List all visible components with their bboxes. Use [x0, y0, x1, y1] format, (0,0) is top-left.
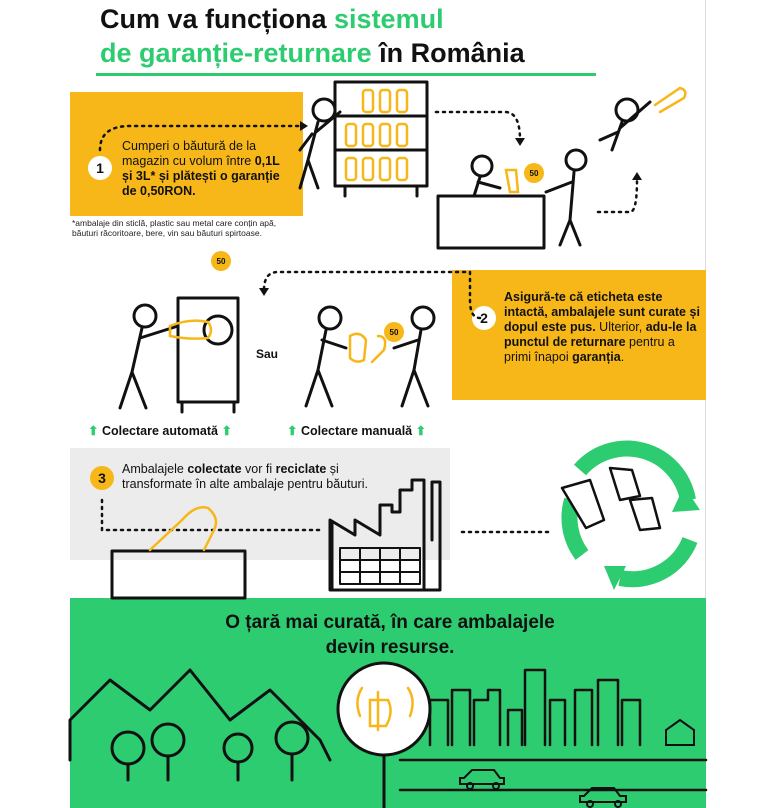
step1-number: 1 [88, 156, 112, 180]
step1-text-bold: 0,1L și 3L* și plătești o garanție de 0,50RON. [122, 154, 280, 198]
step1-text-plain: Cumperi o băutură de la magazin cu volum între [122, 139, 257, 168]
title-line1-green: sistemul [334, 4, 444, 34]
step3-number: 3 [90, 466, 114, 490]
title-line2-green: de garanție-returnare [100, 38, 372, 68]
coin-label: 50 [216, 257, 226, 266]
step2-end: . [620, 350, 625, 364]
coin-label: 50 [389, 328, 399, 337]
manual-collection-text: Colectare manuală [300, 424, 413, 438]
coin-icons [211, 163, 544, 342]
arrow-up-icon: ⬆ [88, 424, 99, 438]
coin-label: 50 [529, 169, 539, 178]
step2-plain1: Ulterior, [599, 320, 646, 334]
step2-bold1: Asigură-te că eticheta este intactă, ambalajele sunt curate și dopul este pus. [504, 290, 700, 334]
arrow-up-icon: ⬆ [287, 424, 298, 438]
step2-bold2: adu-le la punctul de returnare [504, 320, 697, 349]
step3-bold1: colectate [187, 462, 242, 476]
step3-plain1: Ambalajele [122, 462, 188, 476]
title-line2-plain: în România [371, 38, 525, 68]
arrow-up-icon: ⬆ [415, 424, 427, 438]
or-label: Sau [256, 347, 279, 361]
title-line1-plain: Cum va funcționa [100, 4, 335, 34]
step2-plain2: pentru a primi înapoi [504, 335, 675, 364]
slogan-text: O țară mai curată, în care ambalajele devin resurse. [225, 612, 555, 658]
step1-footnote: *ambalaje din sticlă, plastic sau metal care conțin apă, băuturi răcoritoare, bere, vin sau băuturi spirtoase. [72, 218, 277, 238]
step2-number: 2 [472, 306, 496, 330]
step3-plain3: și transformate în alte ambalaje pentru băuturi. [122, 462, 368, 491]
arrow-up-icon: ⬆ [221, 424, 232, 438]
step2-bold3: garanția [572, 350, 621, 364]
step3-bold2: reciclate [275, 462, 327, 476]
step3-plain2: vor fi [241, 462, 276, 476]
automatic-collection-text: Colectare automată [101, 424, 218, 438]
